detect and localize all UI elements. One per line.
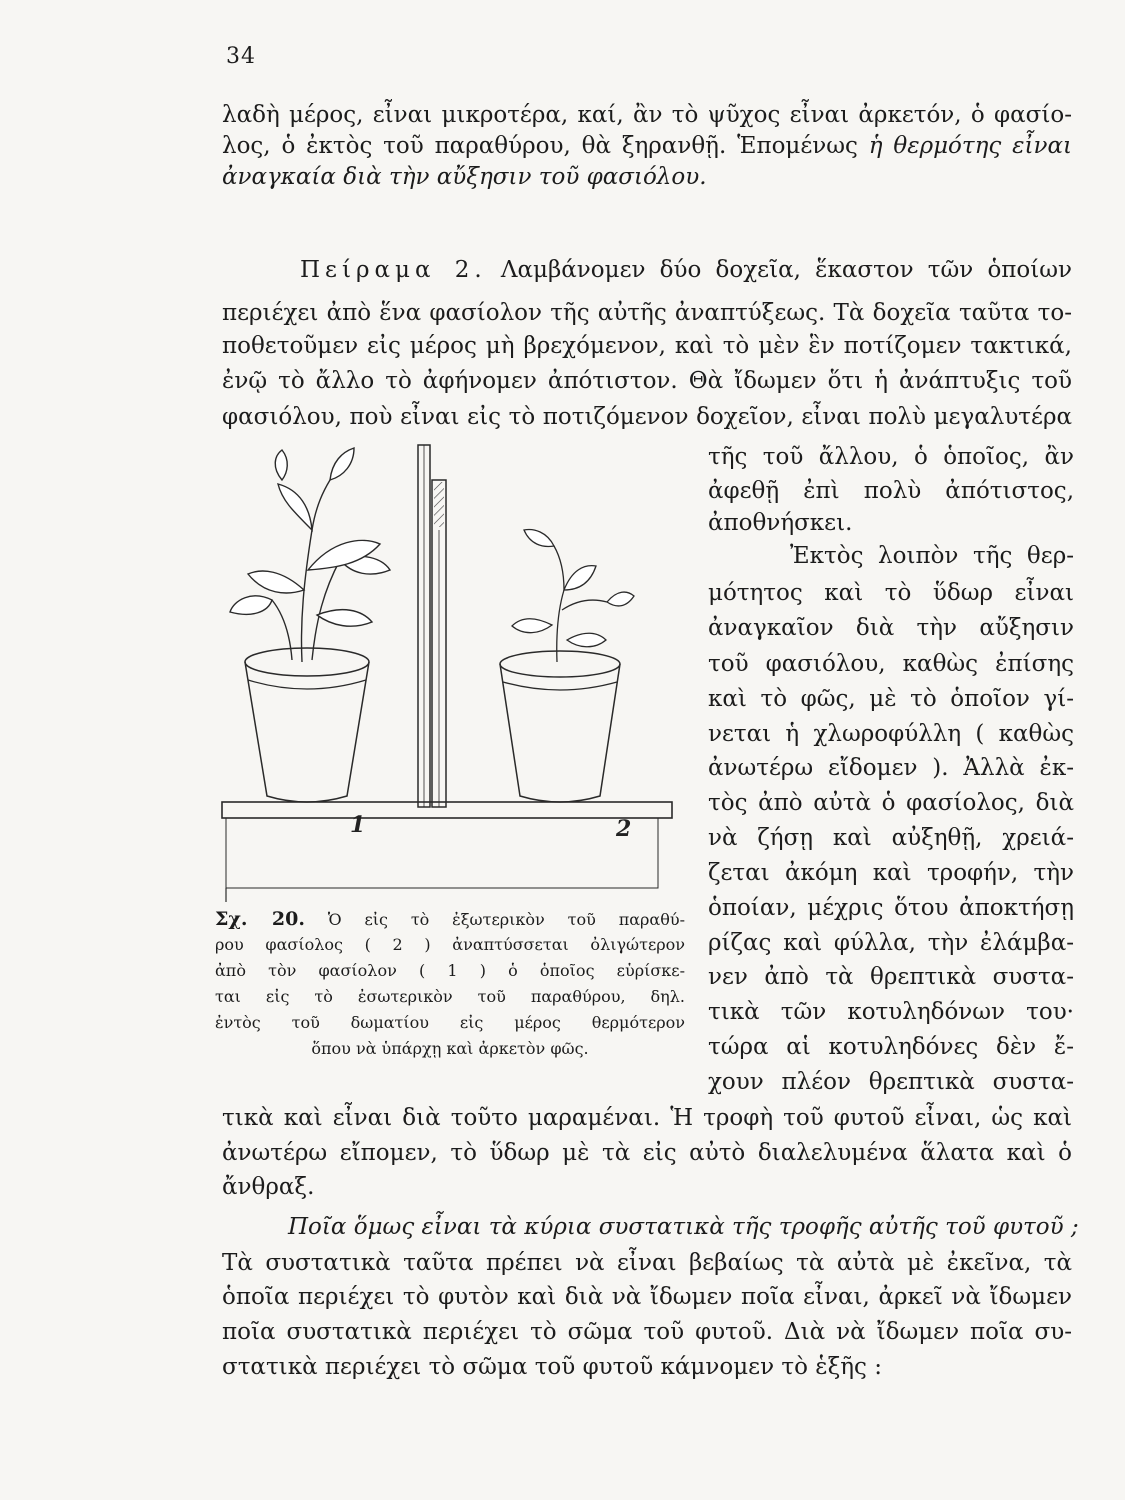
column-line: τοῦ φασιόλου, καθὼς ἐπίσης [708,651,1074,677]
column-line: Ἐκτὸς λοιπὸν τῆς θερ- [790,543,1074,569]
column-line: ρίζας καὶ φύλλα, τὴν ἐλάμβα- [708,930,1074,956]
text-line: ποῖα συστατικὰ περιέχει τὸ σῶμα τοῦ φυτοῦ. Διὰ νὰ ἴδωμεν ποῖα συ- [222,1319,1072,1345]
window-frame [418,445,446,807]
caption-line: ται εἰς τὸ ἐσωτερικὸν τοῦ παραθύρου, δηλ. [215,987,685,1006]
question-text: Ποῖα ὅμως εἶναι τὰ κύρια συστατικὰ τῆς τροφῆς αὐτῆς τοῦ φυτοῦ ; [288,1214,1079,1240]
column-line: τικὰ τῶν κοτυληδόνων του· [708,999,1074,1025]
emphasis-text: ἀναγκαία διὰ τὴν αὔξησιν τοῦ φασιόλου. [222,164,707,190]
column-line: νεν ἀπὸ τὰ θρεπτικὰ συστα- [708,964,1074,990]
caption-line: ρου φασίολος ( 2 ) ἀναπτύσσεται ὀλιγώτερον [215,935,685,954]
window-sill [222,802,672,902]
caption-line: ὅπου νὰ ὑπάρχῃ καὶ ἀρκετὸν φῶς. [311,1039,589,1058]
pot-1-label: 1 [350,812,366,838]
column-line: ἀναγκαῖον διὰ τὴν αὔξησιν [708,615,1074,641]
text-line: ἀνωτέρω εἴπομεν, τὸ ὕδωρ μὲ τὰ εἰς αὐτὸ διαλελυμένα ἅλατα καὶ ὁ [222,1140,1072,1166]
figure-illustration [212,440,682,914]
column-line: τώρα αἱ κοτυληδόνες δὲν ἔ- [708,1034,1074,1060]
text-line [222,131,1072,162]
column-line: τῆς τοῦ ἄλλου, ὁ ὁποῖος, ἂν [708,444,1074,470]
text-line: Τὰ συστατικὰ ταῦτα πρέπει νὰ εἶναι βεβαίως τὰ αὐτὰ μὲ ἐκεῖνα, τὰ [222,1250,1072,1276]
column-line: τὸς ἀπὸ αὐτὰ ὁ φασίολος, διὰ [708,790,1074,816]
text-line: τικὰ καὶ εἶναι διὰ τοῦτο μαραμέναι. Ἡ τροφὴ τοῦ φυτοῦ εἶναι, ὡς καὶ [222,1105,1072,1131]
plant-2 [512,530,634,662]
text-line: λαδὴ μέρος, εἶναι μικροτέρα, καί, ἂν τὸ ψῦχος εἶναι ἀρκετόν, ὁ φασίο- [222,102,1072,128]
text-fragment: λος, ὁ ἐκτὸς τοῦ παραθύρου, θὰ ξηρανθῇ. Ἑπομένως [222,133,858,159]
experiment-heading: Πείραμα 2. [300,257,487,283]
column-line: ἀνωτέρω εἴδομεν ). Ἀλλὰ ἐκ- [708,755,1074,781]
text-line [222,162,1072,193]
pot-2-label: 2 [616,816,632,842]
column-line: καὶ τὸ φῶς, μὲ τὸ ὁποῖον γί- [708,686,1074,712]
text-fragment: Λαμβάνομεν δύο δοχεῖα, ἕκαστον τῶν ὁποίων [500,257,1073,283]
page-number: 34 [226,44,256,69]
text-line: ἄνθραξ. [222,1174,315,1200]
text-line: στατικὰ περιέχει τὸ σῶμα τοῦ φυτοῦ κάμνομεν τὸ ἑξῆς : [222,1354,882,1380]
caption-line: ἀπὸ τὸν φασίολον ( 1 ) ὁ ὁποῖος εὑρίσκε- [215,961,685,980]
column-line: νὰ ζήσῃ καὶ αὐξηθῇ, χρειά- [708,825,1074,851]
column-line: ἀφεθῇ ἐπὶ πολὺ ἀπότιστος, [708,478,1074,504]
text-line: ἐνῷ τὸ ἄλλο τὸ ἀφήνομεν ἀπότιστον. Θὰ ἴδωμεν ὅτι ἡ ἀνάπτυξις τοῦ [222,368,1072,394]
text-line: φασιόλου, ποὺ εἶναι εἰς τὸ ποτιζόμενον δοχεῖον, εἶναι πολὺ μεγαλυτέρα [222,404,1072,430]
column-line: νεται ἡ χλωροφύλλη ( καθὼς [708,721,1074,747]
caption-label: Σχ. 20. [215,908,305,930]
column-line: χουν πλέον θρεπτικὰ συστα- [708,1069,1074,1095]
pot-1 [245,648,369,802]
emphasis-text: ἡ θερμότης εἶναι [868,133,1073,159]
text-fragment: Ὁ εἰς τὸ ἐξωτερικὸν τοῦ παραθύ- [327,910,685,929]
caption-line [215,906,685,933]
column-line: ὁποίαν, μέχρις ὅτου ἀποκτήσῃ [708,895,1074,921]
text-line: ὁποῖα περιέχει τὸ φυτὸν καὶ διὰ νὰ ἴδωμεν ποῖα εἶναι, ἀρκεῖ νὰ ἴδωμεν [222,1284,1072,1310]
plant-1 [230,448,390,662]
column-line: ζεται ἀκόμη καὶ τροφήν, τὴν [708,860,1074,886]
caption-line: ἐντὸς τοῦ δωματίου εἰς μέρος θερμότερον [215,1013,685,1032]
experiment-heading-line [300,255,1072,286]
text-line: περιέχει ἀπὸ ἕνα φασίολον τῆς αὐτῆς ἀναπτύξεως. Τὰ δοχεῖα ταῦτα το- [222,300,1072,326]
column-line: μότητος καὶ τὸ ὕδωρ εἶναι [708,580,1074,606]
text-line: ποθετοῦμεν εἰς μέρος μὴ βρεχόμενον, καὶ τὸ μὲν ἓν ποτίζομεν τακτικά, [222,333,1072,359]
column-line: ἀποθνήσκει. [708,510,853,536]
pot-2 [500,651,620,802]
